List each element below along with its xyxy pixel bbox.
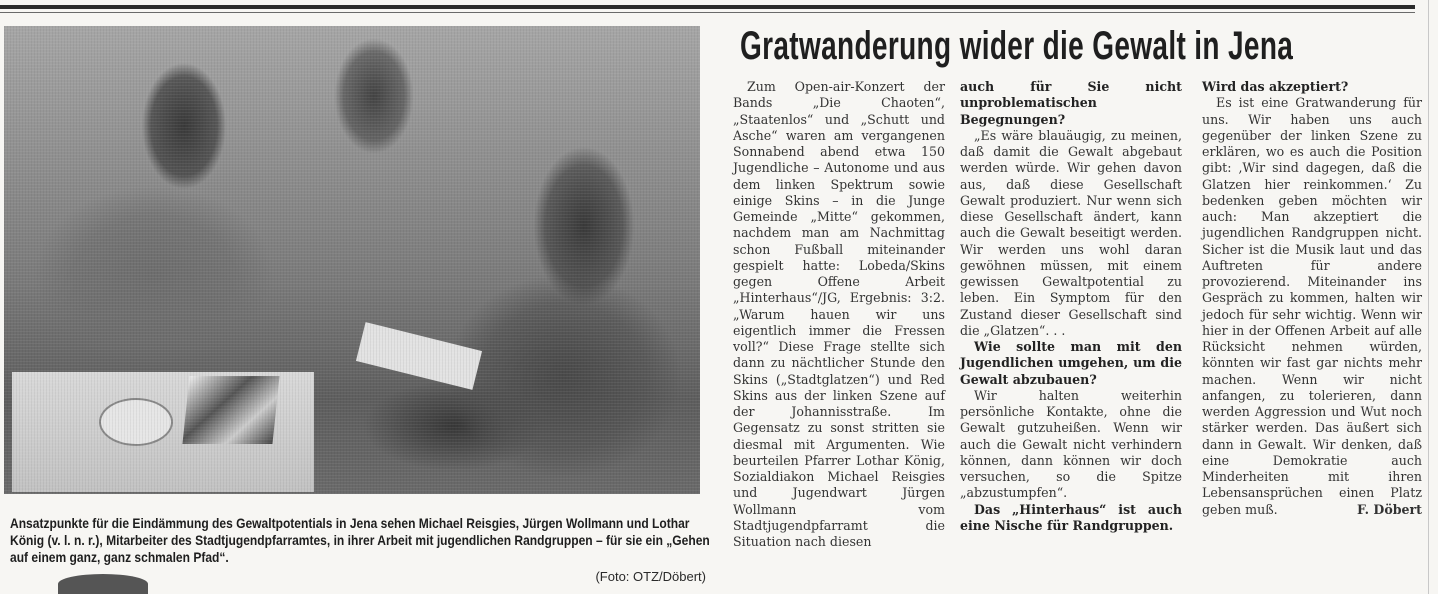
page-edge [1428,0,1429,594]
intro-paragraph: Zum Open-air-Konzert der Bands „Die Chaoten“, „Staatenlos“ und „Schutt und Asche“ waren am vergangenen Sonnabend abend etwa 150 Jugendliche – Autonome und aus dem linken Spektrum sowie einige Skins – in die Junge Gemeinde „Mitte“ gekommen, nachdem man am Nachmittag schon Fußball miteinander gespielt hatte: Lobeda/Skins gegen Offene Arbeit „Hinterhaus“/JG, Ergebnis: 3:2. „Warum hauen wir uns eigentlich immer die Fressen voll?“ Diese Frage stellte sich dann zu nächtlicher Stunde den Skins („Stadtglatzen“) und Red Skins aus der linken Szene auf der Johannisstraße. Im Gegensatz zu sonst stritten sie diesmal mit Argumenten. Wie beurteilen Pfarrer Lothar König, Sozialdiakon Michael Reisgies und Jugendwart Jürgen Wollmann vom Stadtjugendpfarramt die Situation nach diesen [733,79,945,549]
answer-2: Wir halten weiterhin persönliche Kontakte, ohne die Gewalt gutzuheißen. Wenn wir auch die Gewalt nicht verhindern können, dann können wir doch versuchen, so die Spitze „abzustumpfen“. [960,387,1182,501]
article-column-1 [733,79,945,550]
next-photo-fragment [58,574,148,594]
photo-caption: Ansatzpunkte für die Eindämmung des Gewaltpotentials in Jena sehen Michael Reisgies, Jürgen Wollmann und Lothar König (v. l. n. r.), Mitarbeiter des Stadtjugendpfarramtes, in ihrer Arbeit mit jugendlichen Randgruppen – für sie ein „Gehen auf einem ganz, ganz schmalen Pfad“. [10,515,710,565]
question-1-continued: auch für Sie nicht unproblematischen Begegnungen? [960,79,1182,127]
photo-magazine [182,376,279,444]
author-signature: F. Döbert [1356,501,1422,517]
article-column-3 [1202,79,1422,518]
question-3-continued: Wird das akzeptiert? [1202,79,1349,94]
top-rule-thick [0,5,1415,9]
question-2: Wie sollte man mit den Jugendlichen umgehen, um die Gewalt abzubauen? [960,339,1182,387]
question-3: Das „Hinterhaus“ ist auch eine Nische für Randgruppen. [960,501,1182,533]
top-rule-thin [0,12,1415,13]
answer-3-text: Es ist eine Gratwanderung für uns. Wir haben uns auch gegenüber der linken Szene zu erklären, wo es auch die Position gibt: ‚Wir sind dagegen, daß die Glatzen hier reinkommen.‘ Zu bedenken geben möchten wir auch: Man akzeptiert die jugendlichen Randgruppen nicht. Sicher ist die Musik laut und das Auftreten für andere provozierend. Miteinander ins Gespräch zu kommen, halten wir jedoch für sehr wichtig. Wenn wir hier in der Offenen Arbeit auf alle Rücksicht nehmen würden, könnten wir fast gar nichts mehr machen. Wenn wir nicht anfangen, zu tolerieren, dann werden Aggression und Wut noch stärker werden. Das äußert sich dann in Gewalt. Wir denken, daß eine Demokratie auch Minderheiten mit ihren Lebensansprüchen einen Platz geben muß. [1202,95,1422,517]
photo-credit: (Foto: OTZ/Döbert) [595,569,706,584]
headline: Gratwanderung wider die Gewalt in Jena [740,24,1294,68]
article-column-2 [960,79,1182,534]
answer-3 [1202,95,1422,518]
article-photo [4,26,700,494]
photo-ashtray [99,398,173,446]
answer-1: „Es wäre blauäugig, zu meinen, daß damit die Gewalt abgebaut werden würde. Wir gehen davon aus, daß diese Gesellschaft Gewalt produziert. Nur wenn sich diese Gesellschaft ändert, kann auch die Gewalt beseitigt werden. Wir werden uns wohl daran gewöhnen müssen, mit einem gewissen Gewaltpotential zu leben. Ein Symptom für den Zustand dieser Gesellschaft sind die „Glatzen“. . . [960,127,1182,338]
photo-table [12,372,314,492]
photo-paper [356,322,482,390]
